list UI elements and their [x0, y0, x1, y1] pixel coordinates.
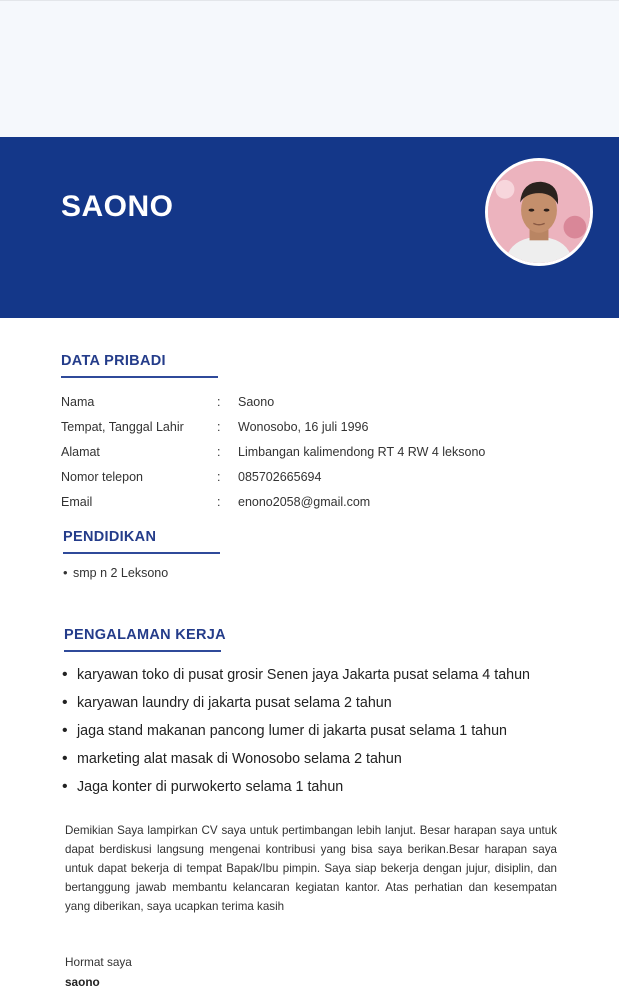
profile-photo-image — [488, 161, 590, 263]
top-band — [0, 0, 619, 137]
profile-photo — [485, 158, 593, 266]
info-separator: : — [217, 420, 221, 434]
closing-signature: saono — [65, 975, 100, 989]
work-experience-list — [62, 664, 530, 804]
info-label: Nama — [61, 395, 95, 409]
info-separator: : — [217, 395, 221, 409]
section-rule-work — [64, 650, 221, 652]
closing-greeting: Hormat saya — [65, 955, 132, 969]
info-value: Saono — [238, 395, 275, 409]
info-separator: : — [217, 445, 221, 459]
list-item: • karyawan toko di pusat grosir Senen jaya Jakarta pusat selama 4 tahun — [62, 664, 530, 692]
section-rule-education — [63, 552, 220, 554]
section-rule-personal — [61, 376, 218, 378]
section-title-education: PENDIDIKAN — [63, 529, 157, 545]
info-value: Wonosobo, 16 juli 1996 — [238, 420, 369, 434]
info-value: 085702665694 — [238, 470, 322, 484]
info-label: Email — [61, 495, 93, 509]
info-label: Tempat, Tanggal Lahir — [61, 420, 184, 434]
info-separator: : — [217, 470, 221, 484]
education-item: • smp n 2 Leksono — [73, 566, 168, 580]
info-label: Nomor telepon — [61, 470, 143, 484]
list-item: • jaga stand makanan pancong lumer di jakarta pusat selama 1 tahun — [62, 720, 530, 748]
list-item: • Jaga konter di purwokerto selama 1 tahun — [62, 776, 530, 804]
candidate-name: SAONO — [61, 190, 174, 223]
section-title-personal: DATA PRIBADI — [61, 353, 166, 369]
info-separator: : — [217, 495, 221, 509]
info-value: enono2058@gmail.com — [238, 495, 371, 509]
section-title-work: PENGALAMAN KERJA — [64, 627, 226, 643]
closing-paragraph: Demikian Saya lampirkan CV saya untuk pertimbangan lebih lanjut. Besar harapan saya untuk dapat berdiskusi langsung mengenai kontribusi yang bisa saya berikan.Besar harapan saya untuk dapat bekerja di tempat Bapak/Ibu pimpin. Saya siap bekerja dengan jujur, disiplin, dan bertanggung jawab membantu kelancaran kegiatan kantor. Atas perhatian dan kesempatan yang diberikan, saya ucapkan terima kasih — [65, 824, 557, 913]
list-item: • marketing alat masak di Wonosobo selama 2 tahun — [62, 748, 530, 776]
info-label: Alamat — [61, 445, 100, 459]
list-item: • karyawan laundry di jakarta pusat selama 2 tahun — [62, 692, 530, 720]
info-value: Limbangan kalimendong RT 4 RW 4 leksono — [238, 445, 486, 459]
